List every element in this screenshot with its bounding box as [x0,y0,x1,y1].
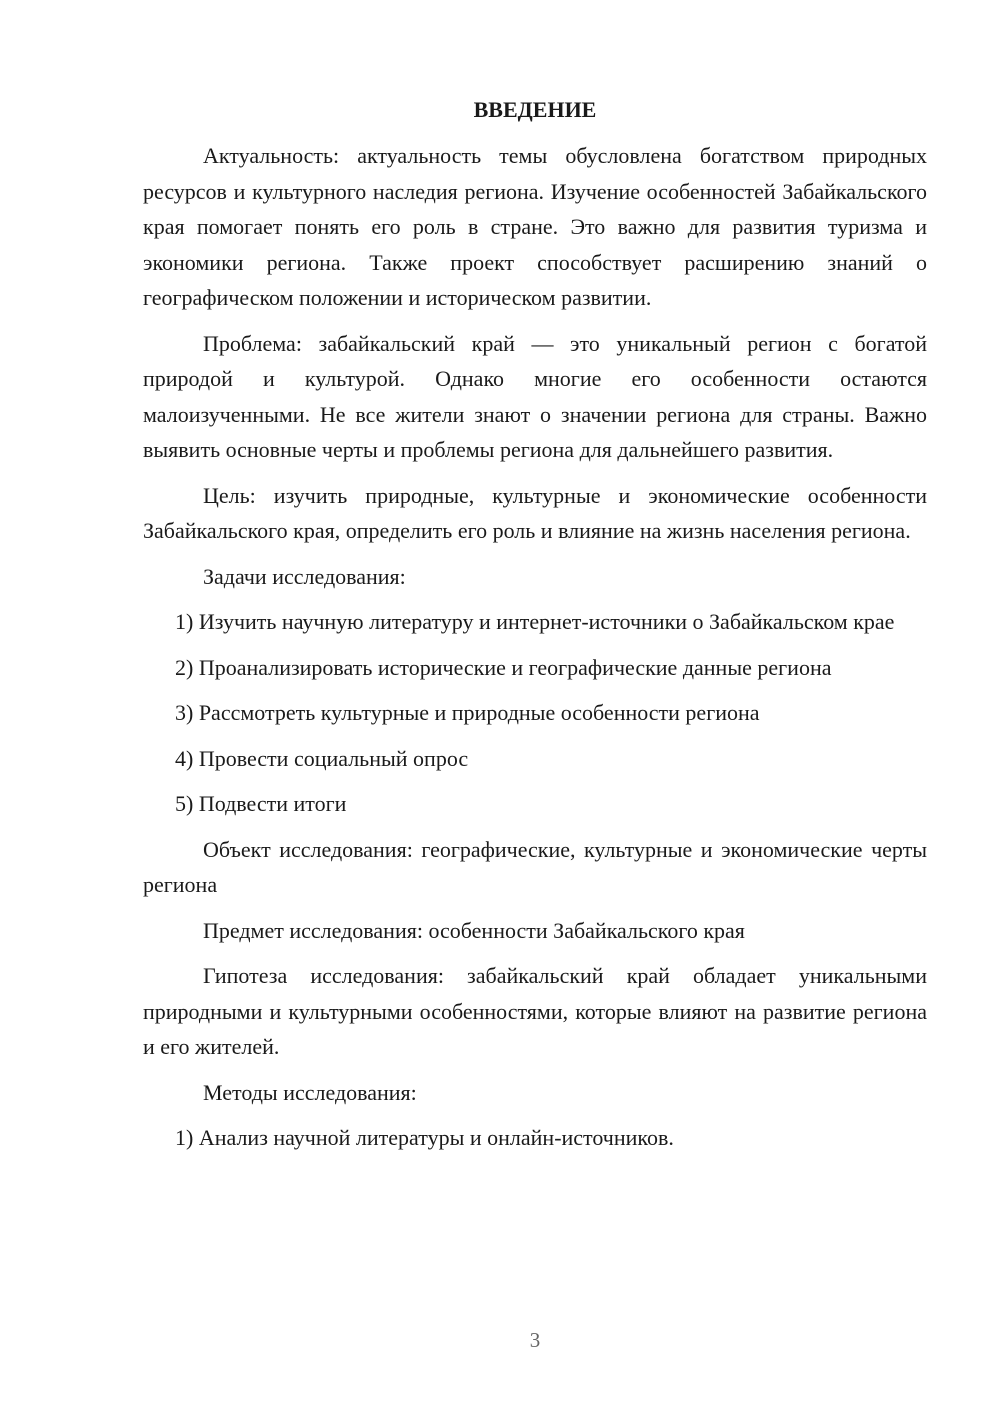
methods-heading: Методы исследования: [203,1079,417,1105]
page-title-text: ВВЕДЕНИЕ [473,97,597,122]
paragraph-problem: Проблема: забайкальский край — это уникальный регион с богатой природой и культурой. Однако многие его особенности остаются малоизученными. Не все жители знают о значении региона для страны. Важно выявить основные черты и проблемы региона для дальнейшего развития. [143,330,927,462]
paragraph-relevance: Актуальность: актуальность темы обусловлена богатством природных ресурсов и культурного наследия региона. Изучение особенностей Забайкальского края помогает понять его роль в стране. Это важно для развития туризма и экономики региона. Также проект способствует расширению знаний о географическом положении и историческом развитии. [143,143,927,310]
task-item-5: 5) Подвести итоги [175,791,347,816]
task-item-3: 3) Рассмотреть культурные и природные особенности региона [175,700,760,725]
paragraph-hypothesis: Гипотеза исследования: забайкальский край обладает уникальными природными и культурными особенностями, которые влияют на развитие региона и его жителей. [143,963,927,1059]
page-number: 3 [529,1328,541,1352]
page-content [143,92,927,1166]
task-item-1: 1) Изучить научную литературу и интернет-источники о Забайкальском крае [175,609,895,634]
paragraph-subject: Предмет исследования: особенности Забайкальского края [203,917,745,943]
paragraph-object: Объект исследования: географические, культурные и экономические черты региона [143,836,927,897]
method-item-1: 1) Анализ научной литературы и онлайн-источников. [175,1125,674,1150]
tasks-heading: Задачи исследования: [203,563,406,589]
paragraph-goal: Цель: изучить природные, культурные и экономические особенности Забайкальского края, определить его роль и влияние на жизнь населения региона. [143,482,927,543]
page-title [143,92,927,127]
task-item-2: 2) Проанализировать исторические и географические данные региона [175,654,832,680]
task-item-4: 4) Провести социальный опрос [175,745,469,771]
